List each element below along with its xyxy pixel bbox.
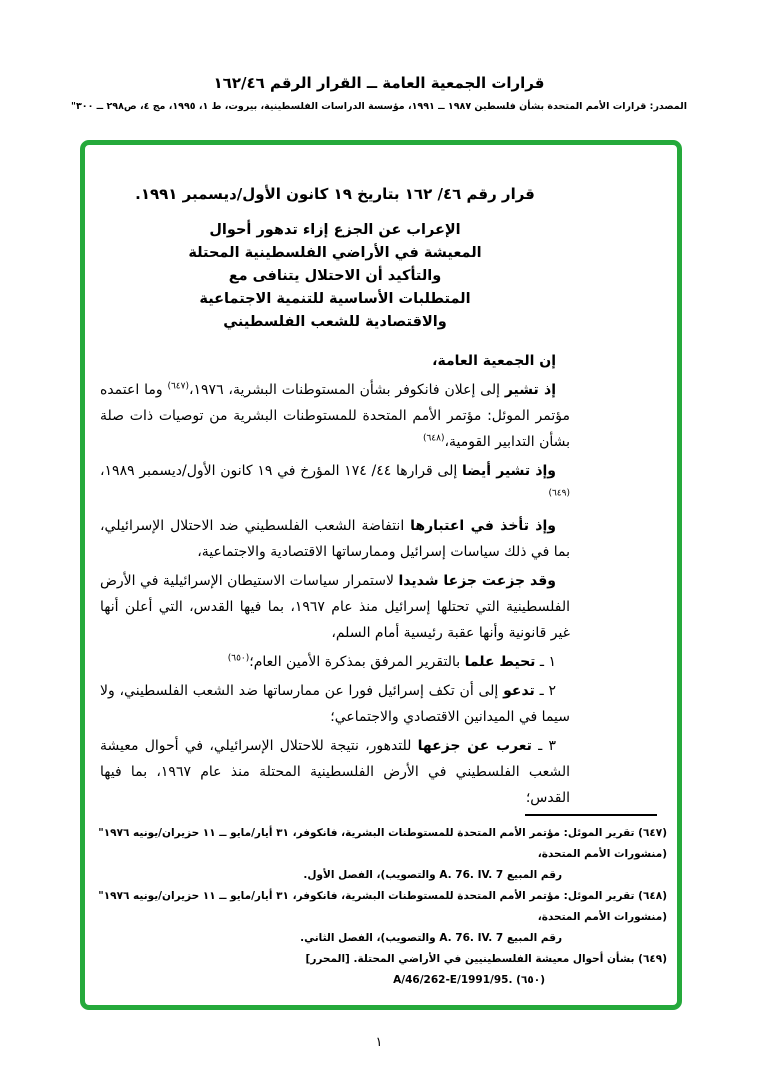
source-line: المصدر: قرارات الأمم المتحدة بشأن فلسطين ١٩٨٧ ــ ١٩٩١، مؤسسة الدراسات الفلسطينية، بيروت، ط ١، ١٩٩٥، مج ٤، ص٢٩٨ ــ ٣٠٠" xyxy=(71,101,687,112)
footnote-line: رقم المبيع A. 76. IV. 7 والتصويب)، الفصل الثاني. xyxy=(300,932,562,944)
page-header xyxy=(0,0,758,112)
page-header-title: قرارات الجمعية العامة ــ القرار الرقم ١٦٢/٤٦ xyxy=(213,74,545,92)
body-paragraph: ٢ ـ تدعو إلى أن تكف إسرائيل فورا عن ممارساتها ضد الشعب الفلسطيني، ولا سيما في الميدانين الاقتصادي والاجتماعي؛ xyxy=(100,683,570,725)
subtitle-line: والتأكيد أن الاحتلال يتنافى مع xyxy=(228,268,442,284)
footnote-line: (٦٥٠) A/46/262-E/1991/95. xyxy=(393,974,545,986)
body-paragraph: إذ تشير إلى إعلان فانكوفر بشأن المستوطنات البشرية، ١٩٧٦،$^{(٦٤٧)}$ وما اعتمده مؤتمر الموئل: مؤتمر الأمم المتحدة للمستوطنات البشرية من توصيات ذات صلة بشأن التدابير القومية،$^{(٦٤٨)}$ xyxy=(100,381,570,450)
footnote xyxy=(93,970,667,991)
subtitle-line: المتطلبات الأساسية للتنمية الاجتماعية xyxy=(199,291,471,307)
page-number: ١ xyxy=(375,1035,383,1050)
resolution-body xyxy=(100,377,570,811)
footnote-line: (٦٤٨) تقرير الموئل: مؤتمر الأمم المتحدة للمستوطنات البشرية، فانكوفر، ٣١ أيار/مايو ــ ١١ حزيران/يونيه ١٩٧٦" (منشورات الأمم المتحدة، xyxy=(98,890,667,923)
body-paragraph: ٣ ـ تعرب عن جزعها للتدهور، نتيجة للاحتلال الإسرائيلي، في أحوال معيشة الشعب الفلسطيني في الأرض الفلسطينية المحتلة منذ عام ١٩٦٧، بما فيها القدس؛ xyxy=(100,738,570,806)
footnote-line: رقم المبيع A. 76. IV. 7 والتصويب)، الفصل الأول. xyxy=(303,869,562,881)
subtitle-line: والاقتصادية للشعب الفلسطيني xyxy=(223,314,447,330)
body-paragraph: وإذ تأخذ في اعتبارها انتفاضة الشعب الفلسطيني ضد الاحتلال الإسرائيلي، بما في ذلك سياسات إسرائيل وممارساتها الاقتصادية والاجتماعية، xyxy=(100,518,570,560)
footnote-area xyxy=(93,814,667,991)
footnotes xyxy=(93,823,667,991)
subtitle-line: المعيشة في الأراضي الفلسطينية المحتلة xyxy=(188,245,482,261)
resolution-title: قرار رقم ٤٦/ ١٦٢ بتاريخ ١٩ كانون الأول/ديسمبر ١٩٩١. xyxy=(135,185,535,203)
footnote-separator xyxy=(525,814,657,816)
footnote-line: (٦٤٧) تقرير الموئل: مؤتمر الأمم المتحدة للمستوطنات البشرية، فانكوفر، ٣١ أيار/مايو ــ ١١ حزيران/يونيه ١٩٧٦" (منشورات الأمم المتحدة، xyxy=(98,827,667,860)
footnote xyxy=(93,823,667,886)
subtitle-line: الإعراب عن الجزع إزاء تدهور أحوال xyxy=(209,222,461,238)
body-paragraph: وقد جزعت جزعا شديدا لاستمرار سياسات الاستيطان الإسرائيلية في الأرض الفلسطينية التي تحتلها إسرائيل منذ عام ١٩٦٧، بما فيها القدس، التي أعلن أنها غير قانونية وأنها عقبة رئيسية أمام السلم، xyxy=(100,573,570,641)
resolution-opening: إن الجمعية العامة، xyxy=(432,353,556,369)
footnote-line: (٦٤٩) بشأن أحوال معيشة الفلسطينيين في الأراضي المحتلة. [المحرر] xyxy=(305,953,667,965)
footnote xyxy=(93,949,667,970)
resolution-subtitle xyxy=(100,219,570,334)
resolution-box xyxy=(80,140,682,1010)
resolution-column xyxy=(100,145,570,811)
body-paragraph: وإذ تشير أيضا إلى قرارها ٤٤/ ١٧٤ المؤرخ في ١٩ كانون الأول/ديسمبر ١٩٨٩،$^{(٦٤٩)}$ xyxy=(100,463,570,499)
body-paragraph: ١ ـ تحيط علما بالتقرير المرفق بمذكرة الأمين العام؛$^{(٦٥٠)}$ xyxy=(227,653,556,670)
footnote xyxy=(93,886,667,949)
